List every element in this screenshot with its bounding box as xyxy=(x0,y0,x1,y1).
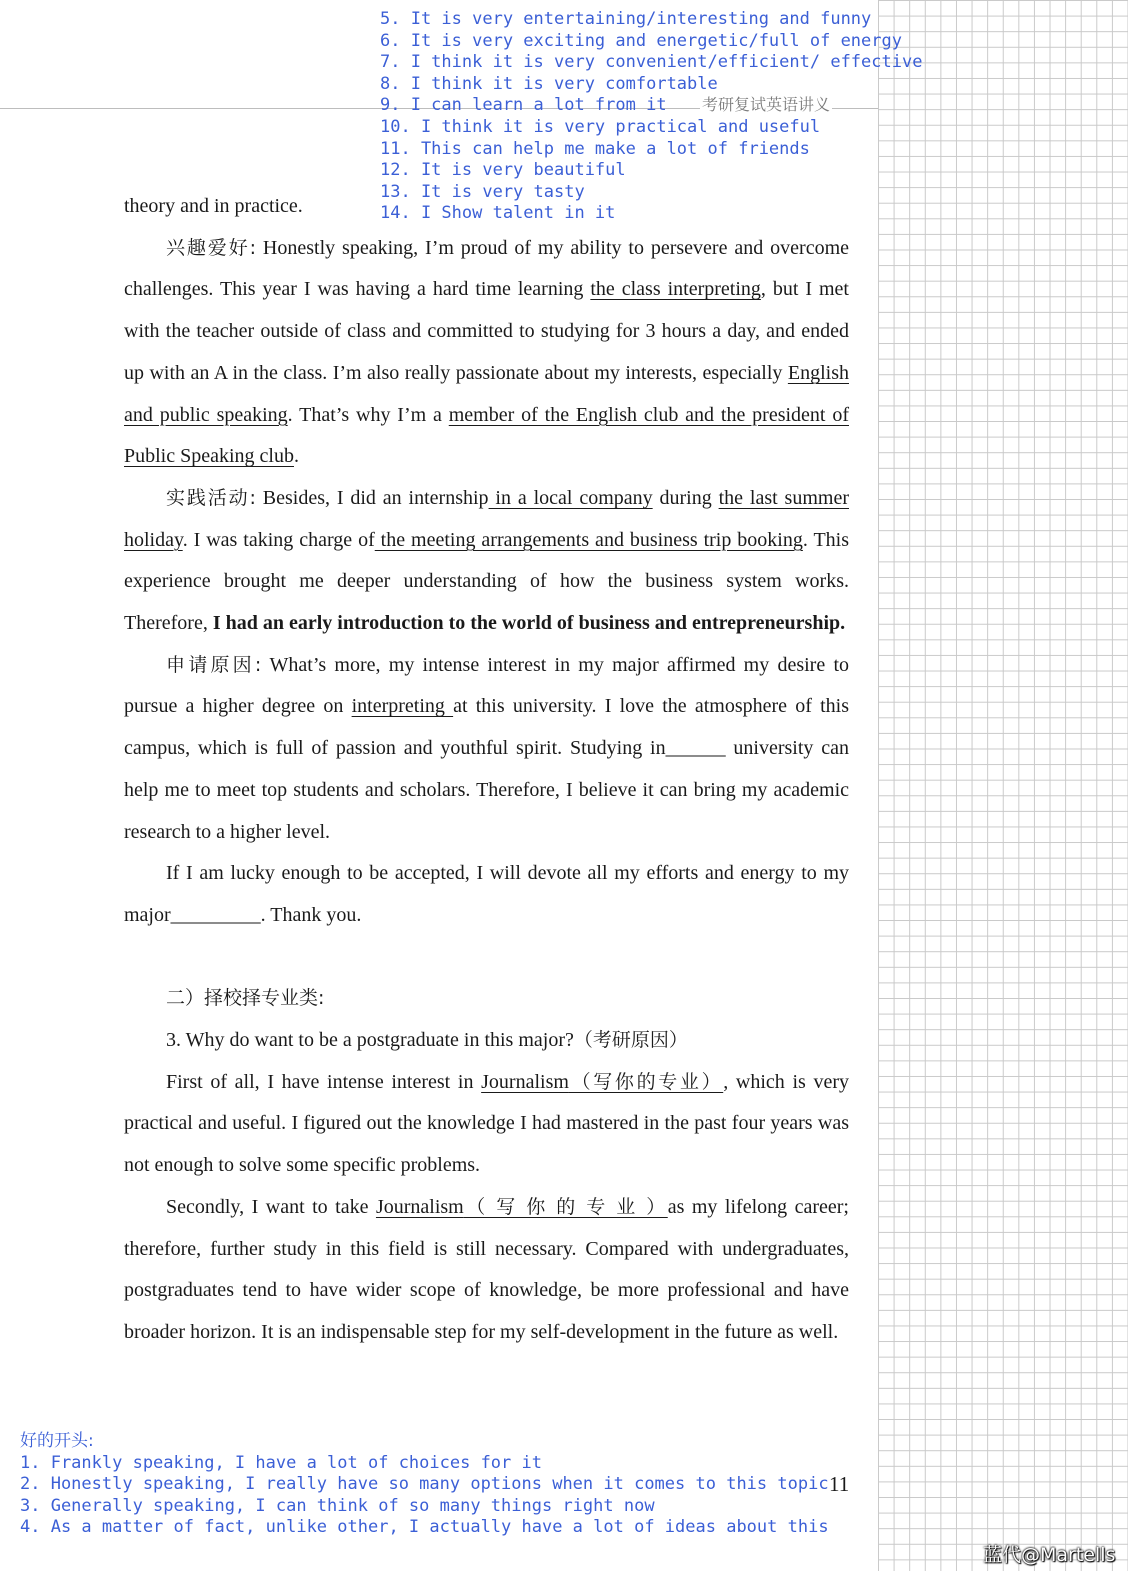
section-heading: 二）择校择专业类: xyxy=(166,987,325,1010)
note-line: 1. Frankly speaking, I have a lot of choices for it xyxy=(20,1452,542,1473)
paragraph-practice: 实践活动: Besides, I did an internship in a local company during the last summer holiday. I was taking charge of the meeting arrangements and business trip booking. This experience brought me deeper understanding of how the business system works. Therefore, I had an early introduction to the world of business and entrepreneurship. xyxy=(124,486,850,635)
label-reason: 申请原因: xyxy=(166,653,262,676)
note-line: 3. Generally speaking, I can think of so many things right now xyxy=(20,1495,655,1516)
label-hobby: 兴趣爱好: xyxy=(166,236,257,259)
blank-line xyxy=(124,937,849,979)
note-line: 14. I Show talent in it xyxy=(380,203,616,224)
grid-paper xyxy=(878,0,1128,1571)
watermark: 蓝代@Martells xyxy=(983,1544,1116,1566)
page-number: 11 xyxy=(829,1472,850,1496)
note-line: 11. This can help me make a lot of friends xyxy=(380,138,810,159)
paragraph-hobby: 兴趣爱好: Honestly speaking, I’m proud of my ability to persevere and overcome challenges. This year I was having a hard time learning the class interpreting, but I met with the teacher outside of class and committed to studying for 3 hours a day, and ended up with an A in the class. I’m also really passionate about my interests, especially English and public speaking. That’s why I’m a member of the English club and the president of Public Speaking club. xyxy=(124,236,849,468)
note-line: 4. As a matter of fact, unlike other, I actually have a lot of ideas about this xyxy=(20,1517,829,1538)
body-text xyxy=(124,186,849,1354)
paragraph-first: First of all, I have intense interest in Journalism（写你的专业）, which is very practical and useful. I figured out the knowledge I had mastered in the past four years was not enough to solve some specific problems. xyxy=(124,1070,849,1177)
bottom-notes xyxy=(20,1431,829,1539)
note-line: 5. It is very entertaining/interesting and funny xyxy=(380,9,872,29)
paragraph-intro-end: theory and in practice. xyxy=(124,195,303,217)
paragraph-second: Secondly, I want to take Journalism（ 写 你 的 专 业 ）as my lifelong career; therefore, further study in this field is still necessary. Compared with undergraduates, postgraduates tend to have wider scope of knowledge, be more professional and have broader horizon. It is an indispensable step for my self-development in the future as well. xyxy=(124,1195,849,1343)
header-title: 考研复试英语讲义 xyxy=(700,92,832,115)
paragraph-reason: 申请原因: What’s more, my intense interest in my major affirmed my desire to pursue a higher degree on interpreting at this university. I love the atmosphere of this campus, which is full of passion and youthful spirit. Studying in______ university can help me to meet top students and scholars. Therefore, I believe it can bring my academic research to a higher level. xyxy=(124,653,850,843)
note-line: 13. It is very tasty xyxy=(380,181,585,202)
bottom-notes-header: 好的开头: xyxy=(20,1431,94,1451)
note-line: 6. It is very exciting and energetic/full of energy xyxy=(380,30,902,51)
note-line: 7. I think it is very convenient/efficient/ effective xyxy=(380,52,923,73)
paragraph-closing: If I am lucky enough to be accepted, I will devote all my efforts and energy to my major_________. Thank you. xyxy=(124,862,849,926)
note-line: 2. Honestly speaking, I really have so many options when it comes to this topic xyxy=(20,1474,829,1495)
note-line: 10. I think it is very practical and useful xyxy=(380,116,821,137)
note-line: 12. It is very beautiful xyxy=(380,160,626,181)
note-line: 8. I think it is very comfortable xyxy=(380,73,718,94)
note-line: 9. I can learn a lot from it xyxy=(380,95,667,116)
label-practice: 实践活动: xyxy=(166,486,256,509)
question-3: 3. Why do want to be a postgraduate in this major?（考研原因） xyxy=(166,1029,688,1052)
